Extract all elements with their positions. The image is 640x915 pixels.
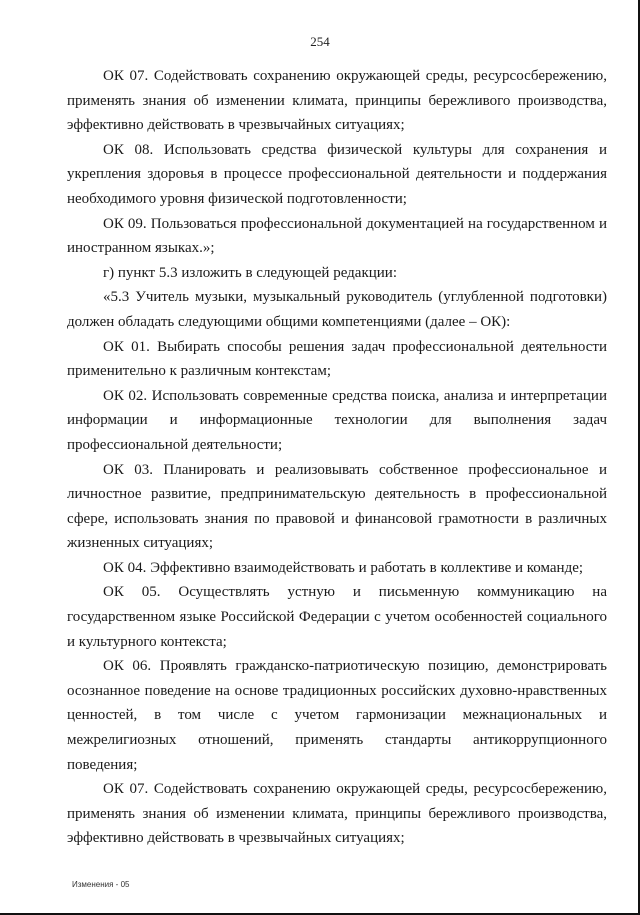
paragraph-ok04: ОК 04. Эффективно взаимодействовать и работать в коллективе и команде; — [103, 559, 584, 576]
paragraph-ok06: ОК 06. Проявлять гражданско-патриотическую позицию, демонстрировать осознанное поведение на основе традиционных российских духовно-нравственных ценностей, в том числе с учетом гармонизации межнациональных и межрелигиозных отношений, применять стандарты антикоррупционного поведения; — [67, 658, 607, 773]
paragraph-ok01: ОК 01. Выбирать способы решения задач профессиональной деятельности применительно к различным контекстам; — [67, 338, 607, 380]
paragraph-ok02: ОК 02. Использовать современные средства поиска, анализа и интерпретации информации и информационные технологии для выполнения задач профессиональной деятельности; — [67, 387, 607, 453]
paragraph-ok05: ОК 05. Осуществлять устную и письменную коммуникацию на государственном языке Российской Федерации с учетом особенностей социального и культурного контекста; — [67, 584, 607, 650]
paragraph-ok07-repeat: ОК 07. Содействовать сохранению окружающей среды, ресурсосбережению, применять знания об изменении климата, принципы бережливого производства, эффективно действовать в чрезвычайных ситуациях; — [67, 781, 607, 847]
paragraph-item-g: г) пункт 5.3 изложить в следующей редакции: — [103, 264, 397, 281]
paragraph-ok03: ОК 03. Планировать и реализовывать собственное профессиональное и личностное развитие, предпринимательскую деятельность в профессиональной сфере, использовать знания по правовой и финансовой грамотности в различных жизненных ситуациях; — [67, 461, 607, 552]
footer-note: Изменения - 05 — [72, 880, 130, 889]
paragraph-ok09: ОК 09. Пользоваться профессиональной документацией на государственном и иностранном языках.»; — [67, 215, 607, 257]
paragraph-ok08: ОК 08. Использовать средства физической культуры для сохранения и укрепления здоровья в процессе профессиональной деятельности и поддержания необходимого уровня физической подготовленности; — [67, 141, 607, 207]
paragraph-5-3: «5.3 Учитель музыки, музыкальный руководитель (углубленной подготовки) должен обладать следующими общими компетенциями (далее – ОК): — [67, 289, 607, 330]
paragraph-ok07: ОК 07. Содействовать сохранению окружающей среды, ресурсосбережению, применять знания об изменении климата, принципы бережливого производства, эффективно действовать в чрезвычайных ситуациях; — [67, 68, 607, 134]
document-body — [67, 64, 607, 851]
page-number: 254 — [310, 34, 330, 49]
